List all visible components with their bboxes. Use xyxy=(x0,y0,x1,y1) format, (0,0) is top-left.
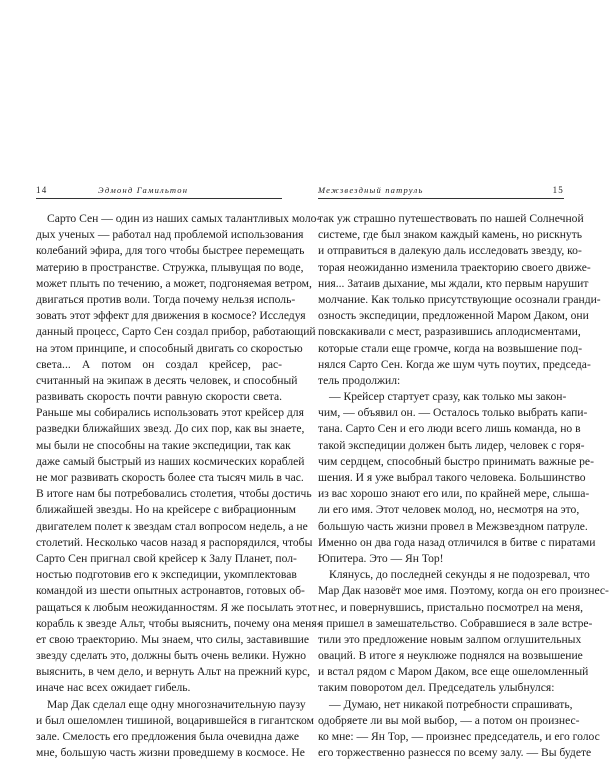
text-line: которые стали еще громче, когда на возвышение под- xyxy=(318,341,583,355)
text-line: — Крейсер стартует сразу, как только мы закон- xyxy=(329,390,567,404)
text-line: так уж страшно путешествовать по нашей Солнечной xyxy=(318,212,584,225)
right-running-title: Межзвездный патруль xyxy=(318,185,424,195)
text-line: ностью подготовив его к экспедиции, укомплектовав xyxy=(36,568,297,582)
text-line: считанный на экипаж в десять человек, и способный xyxy=(36,373,298,387)
text-line: материю в пространстве. Стружка, плывущая по воде, xyxy=(36,260,304,274)
text-line: одобряете ли вы мой выбор, — а потом он произнес- xyxy=(318,713,580,727)
text-line: чим, — объявил он. — Осталось только выбрать капи- xyxy=(318,406,588,420)
text-line: может плыть по течению, а может, подгоняемая ветром, xyxy=(36,276,312,290)
left-running-head xyxy=(36,184,282,199)
text-line: даже самый быстрый из наших космических кораблей xyxy=(36,454,305,468)
text-line: не мог развивать скорость более ста тысяч миль в час. xyxy=(36,471,304,484)
text-line: Клянусь, до последней секунды я не подозревал, что xyxy=(329,568,590,582)
text-line: Юпитера. Это — Ян Тор! xyxy=(318,551,444,565)
text-line: его торжественно разнесся по всему залу. — Вы будете xyxy=(318,746,592,760)
text-line: ет свою траекторию. Мы знаем, что силы, заставившие xyxy=(36,632,309,646)
left-page-text xyxy=(36,211,321,761)
text-line: из вас хорошо знают его или, по крайней мере, слыша- xyxy=(318,487,590,501)
text-line: Именно он два года назад отличился в битве с пиратами xyxy=(318,535,596,549)
text-line: двигаться против воли. Тогда почему нельзя исполь- xyxy=(36,292,296,306)
text-line: молчание. Как только присутствующие осознали гранди- xyxy=(318,292,601,306)
text-line: выяснить, в чем дело, и вернуть Альт на прежний курс, xyxy=(36,665,311,679)
text-line: шения. И я уже выбрал такого человека. Большинство xyxy=(318,471,586,484)
right-page-text xyxy=(318,211,609,761)
text-line: командой из шести опытных астронавтов, готовых об- xyxy=(36,584,305,598)
text-line: столетий. Несколько часов назад я распорядился, чтобы xyxy=(36,535,313,549)
text-line: звезду сделать это, должны быть очень велики. Нужно xyxy=(36,649,307,663)
text-line: дых ученых — работал над проблемой использования xyxy=(36,228,304,242)
right-running-head xyxy=(318,184,564,199)
text-line: ко мне: — Ян Тор, — произнес председатель, и его голос xyxy=(318,730,600,743)
text-line: двигателем полет к звездам стал вопросом недель, а не xyxy=(36,519,308,533)
text-line: чим сердцем, способный быстро принимать важные ре- xyxy=(318,454,594,468)
text-line: на этом принципе, и способный двигать со скоростью xyxy=(36,341,303,355)
text-line: озность экспедиции, предложенной Маром Даком, они xyxy=(318,309,589,323)
text-line: большую часть жизни провел в Межзвездном патруле. xyxy=(318,519,588,533)
text-line: и отправиться в далекую даль исследовать звезду, ко- xyxy=(318,244,582,258)
text-line: Раньше мы собирались использовать этот крейсер для xyxy=(36,406,304,420)
text-line: В итоге нам бы потребовались столетия, чтобы достичь xyxy=(36,487,312,501)
text-line: Сарто Сен пригнал свой крейсер к Залу Планет, пол- xyxy=(36,551,297,565)
text-line: тана. Сарто Сен и его люди всего лишь команда, но в xyxy=(318,422,581,436)
right-page xyxy=(318,184,609,761)
text-line: разведки ближайших звезд. До сих пор, как вы знаете, xyxy=(36,422,305,436)
text-line: таким поворотом дел. Председатель улыбнулся: xyxy=(318,681,555,695)
text-line: мы были не способны на такие экспедиции, так как xyxy=(36,438,291,452)
text-line: и встал рядом с Маром Даком, все еще ошеломленный xyxy=(318,665,589,679)
text-line: такой экспедиции должен быть лидер, человек с горя- xyxy=(318,438,585,452)
text-line: системе, где был знаком каждый камень, но рискнуть xyxy=(318,228,583,242)
text-line: повскакивали с мест, разразившись аплодисментами, xyxy=(318,325,581,339)
left-page-number: 14 xyxy=(36,185,48,195)
left-running-title: Эдмонд Гамильтон xyxy=(98,185,189,195)
text-line: мне, большую часть жизни проведшему в космосе. Не xyxy=(36,746,305,760)
text-line: колебаний эфира, для того чтобы быстрее перемещать xyxy=(36,244,305,258)
text-line: я пришел в замешательство. Собравшиеся в зале встре- xyxy=(318,616,593,630)
text-line: зале. Смелость его предложения была очевидна даже xyxy=(36,730,300,743)
text-line: Сарто Сен — один из наших самых талантливых моло- xyxy=(47,212,321,225)
text-line: ли его имя. Этот человек молод, но, несмотря на это, xyxy=(318,503,580,517)
left-page xyxy=(36,184,321,761)
text-line: — Думаю, нет никакой потребности спрашивать, xyxy=(329,697,573,711)
text-line: ращаться к любым неожиданностям. Я же посылать этот xyxy=(36,600,317,614)
text-line: торая неожиданно изменила траекторию своего движе- xyxy=(318,260,591,274)
text-line: ближайшей звезды. Но на крейсере с вибрационным xyxy=(36,503,296,517)
text-line: оваций. В итоге я неуклюже поднялся на возвышение xyxy=(318,649,583,663)
text-line: света... А потом он создал крейсер, рас- xyxy=(36,357,282,371)
text-line: Мар Дак назовёт мое имя. Поэтому, когда он его произнес- xyxy=(318,584,609,598)
text-line: тили это предложение новым залпом оглушительных xyxy=(318,632,582,646)
text-line: нес, и повернувшись, пристально посмотрел на меня, xyxy=(318,600,584,614)
text-line: корабль к звезде Альт, чтобы выяснить, почему она меня- xyxy=(36,616,321,630)
text-line: иначе нас всех ожидает гибель. xyxy=(36,681,191,695)
text-line: ния... Затаив дыхание, мы ждали, кто первым нарушит xyxy=(318,276,589,290)
text-line: Мар Дак сделал еще одну многозначительную паузу xyxy=(47,697,306,711)
text-line: нялся Сарто Сен. Когда же шум чуть поутих, председа- xyxy=(318,357,591,371)
text-line: тель продолжил: xyxy=(318,373,401,387)
text-line: данный процесс, Сарто Сен создал прибор, работающий xyxy=(36,325,316,339)
text-line: и был ошеломлен тишиной, воцарившейся в гигантском xyxy=(36,713,314,727)
right-page-number: 15 xyxy=(552,185,564,195)
text-line: зовать этот эффект для движения в космосе? Исследуя xyxy=(36,309,306,323)
text-line: развивать скорость почти равную скорости света. xyxy=(36,390,282,404)
